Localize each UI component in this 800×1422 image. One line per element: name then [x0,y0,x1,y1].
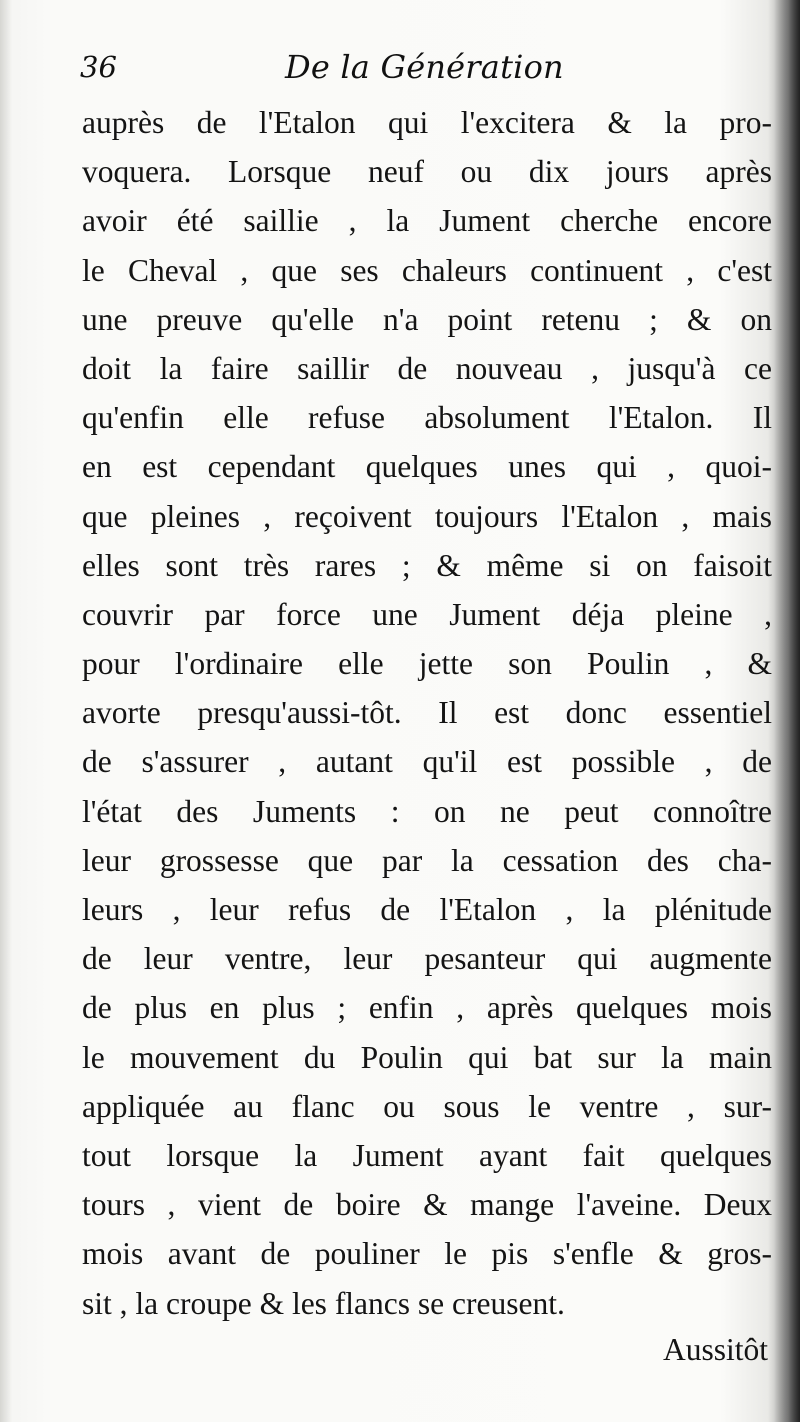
text-line: une preuve qu'elle n'a point retenu ; & on [82,301,772,337]
text-line: auprès de l'Etalon qui l'excitera & la pro- [82,105,772,140]
page-gutter-shadow [774,0,800,1422]
text-line: pour l'ordinaire elle jette son Poulin , & [82,646,772,682]
text-line: le Cheval , que ses chaleurs continuent , c'est [82,252,772,288]
running-head: De la Génération [285,48,564,86]
text-line: que pleines , reçoivent toujours l'Etalon , mais [82,498,772,534]
page-header [80,48,770,92]
text-line: elles sont très rares ; & même si on faisoit [82,547,772,583]
text-line: en est cependant quelques unes qui , quoi- [82,449,772,485]
text-line: tours , vient de boire & mange l'aveine. Deux [82,1187,772,1223]
text-line: de leur ventre, leur pesanteur qui augmente [82,941,772,977]
text-line: sit , la croupe & les flancs se creusent. [82,1285,565,1321]
text-line: qu'enfin elle refuse absolument l'Etalon. Il [82,400,772,436]
text-line: leur grossesse que par la cessation des cha- [82,842,772,878]
text-line: doit la faire saillir de nouveau , jusqu'à ce [82,350,772,386]
text-line: leurs , leur refus de l'Etalon , la plénitude [82,892,772,927]
text-line: de plus en plus ; enfin , après quelques mois [82,990,772,1026]
text-line: avorte presqu'aussi-tôt. Il est donc essentiel [82,695,772,731]
text-line: le mouvement du Poulin qui bat sur la main [82,1039,772,1075]
text-line: appliquée au flanc ou sous le ventre , sur- [82,1088,772,1124]
text-line: avoir été saillie , la Jument cherche encore [82,203,772,239]
text-line: de s'assurer , autant qu'il est possible , de [82,744,772,780]
text-line: mois avant de pouliner le pis s'enfle & gros- [82,1236,772,1272]
body-text [82,98,772,1328]
text-line: l'état des Juments : on ne peut connoître [82,793,772,829]
text-line: tout lorsque la Jument ayant fait quelques [82,1137,772,1173]
page-number: 36 [80,50,117,84]
page-left-edge-shadow [0,0,12,1422]
text-line: couvrir par force une Jument déja pleine , [82,596,772,632]
text-line: voquera. Lorsque neuf ou dix jours après [82,154,772,190]
catchword: Aussitôt [662,1332,768,1367]
